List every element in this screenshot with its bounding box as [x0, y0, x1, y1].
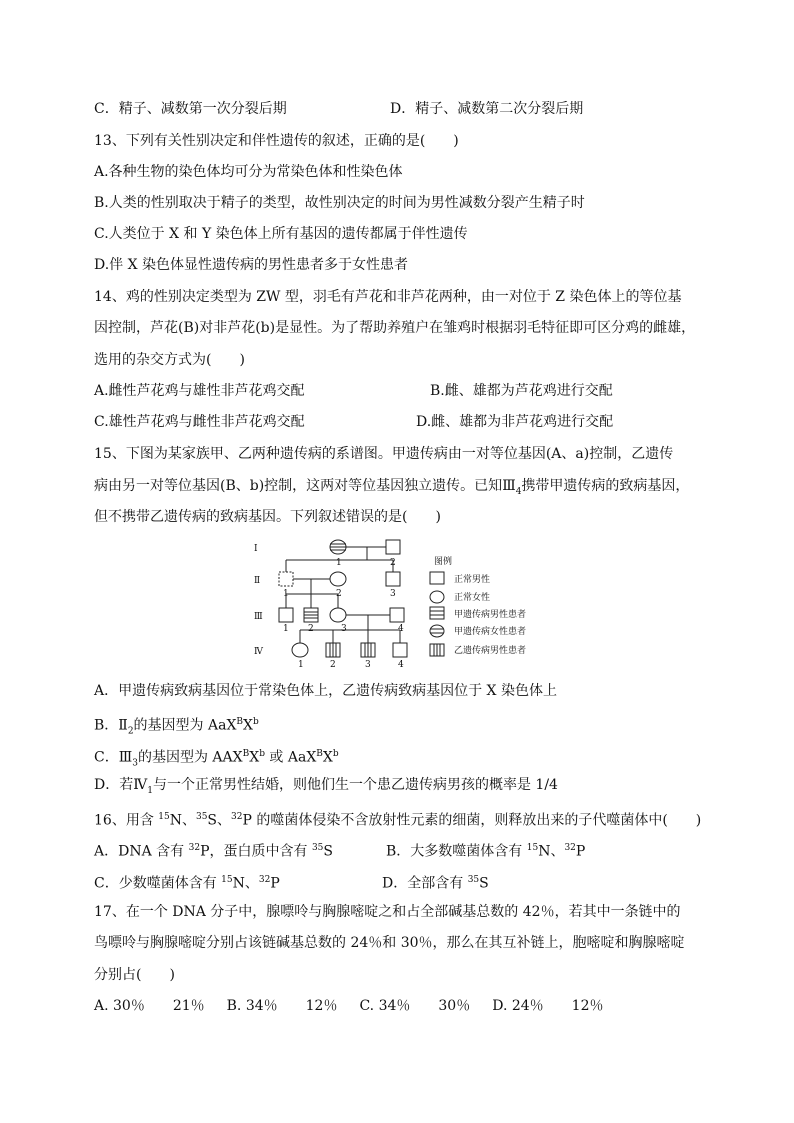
q14-option-b: B.雌、雄都为芦花鸡进行交配	[430, 383, 613, 399]
superscript: b	[259, 749, 265, 759]
superscript: b	[332, 749, 339, 759]
gen1-num-1: 1	[336, 558, 342, 568]
gen2-male-3	[386, 572, 400, 586]
option-text: N、	[538, 843, 565, 860]
q14-stem-line-3: 选用的杂交方式为( )	[94, 352, 245, 368]
q15-option-a: A．甲遗传病致病基因位于常染色体上，乙遗传病致病基因位于 X 染色体上	[94, 683, 557, 699]
subscript: 1	[147, 785, 153, 796]
superscript: 15	[526, 843, 539, 853]
q16-option-c	[94, 870, 280, 894]
superscript: b	[253, 717, 259, 727]
gen1-num-2: 2	[390, 558, 396, 568]
option-text: A．DNA 含有	[94, 843, 189, 860]
option-label: B．	[94, 717, 119, 734]
q15-option-c	[94, 744, 339, 773]
gen3-male-4	[390, 608, 404, 622]
q17-options	[94, 996, 603, 1016]
option-label: C．	[94, 749, 119, 766]
gen4-num-3: 3	[365, 660, 371, 670]
q16-option-d	[382, 870, 489, 894]
superscript: B	[236, 717, 244, 727]
legend-normal-female: 正常女性	[454, 593, 491, 603]
gen-label-2: Ⅱ	[254, 576, 261, 586]
q16-option-a	[94, 838, 333, 862]
superscript: 15	[158, 812, 170, 822]
gen3-num-2: 2	[308, 624, 314, 634]
q14-option-d: D.雌、雄都为非芦花鸡进行交配	[416, 414, 614, 430]
q12-option-c: C．精子、减数第一次分裂后期	[94, 101, 287, 117]
q17-stem-line-1: 17、在一个 DNA 分子中，腺嘌呤与胸腺嘧啶之和占全部碱基总数的 42％，若其中一条链中的	[94, 904, 681, 920]
gen2-female-2	[330, 572, 346, 586]
gen1-male-2	[386, 540, 400, 554]
option-text: P	[575, 843, 586, 860]
q14-stem-line-2: 因控制，芦花(B)对非芦花(b)是显性。为了帮助养殖户在雏鸡时根据羽毛特征即可区分鸡的雌雄，	[94, 320, 696, 336]
option-label: D．若	[94, 777, 134, 793]
gen3-male-1	[279, 608, 293, 622]
roman-numeral: Ⅳ	[133, 777, 148, 793]
gen-label-4: Ⅳ	[254, 647, 263, 657]
q12-option-d: D．精子、减数第二次分裂后期	[390, 101, 584, 117]
option-text: C．少数噬菌体含有	[94, 875, 222, 892]
q13-option-b: B.人类的性别取决于精子的类型，故性别决定的时间为男性减数分裂产生精子时	[94, 195, 585, 211]
option-text: D．全部含有	[382, 875, 468, 892]
superscript: B	[242, 749, 250, 759]
q14-option-c: C.雄性芦花鸡与雌性非芦花鸡交配	[94, 414, 305, 430]
q15-stem-line-1: 15、下图为某家族甲、乙两种遗传病的系谱图。甲遗传病由一对等位基因(A、a)控制，乙遗传	[94, 446, 674, 462]
roman-numeral: Ⅲ	[502, 478, 516, 494]
q17-option-b: B. 34％ 12％	[226, 998, 338, 1014]
gen3-num-3: 3	[341, 624, 347, 634]
superscript: 32	[564, 843, 576, 853]
option-text: S	[479, 875, 489, 892]
legend-disease-b-male: 乙遗传病男性患者	[454, 646, 527, 656]
gen4-male-4	[393, 643, 407, 657]
legend-normal-male-icon	[430, 572, 444, 584]
gen-label-1: Ⅰ	[254, 544, 258, 554]
superscript: 35	[311, 843, 324, 853]
genotype-text: X	[243, 717, 254, 734]
q16-stem	[94, 807, 701, 831]
q15-option-d	[94, 775, 558, 801]
genotype-text: X	[249, 749, 260, 766]
q17-option-c: C. 34％ 30％	[359, 998, 471, 1014]
q14-stem-line-1: 14、鸡的性别决定类型为 ZW 型，羽毛有芦花和非芦花两种，由一对位于 Z 染色体上的等位基	[94, 289, 682, 305]
superscript: 32	[258, 875, 271, 885]
option-text: B．大多数噬菌体含有	[386, 843, 527, 860]
gen2-num-2: 2	[336, 589, 342, 599]
genotype-text: 或 AaX	[264, 749, 317, 766]
subscript: 3	[132, 758, 138, 769]
legend-title: 图例	[434, 557, 453, 567]
gen3-num-4: 4	[398, 624, 404, 634]
legend-disease-a-female: 甲遗传病女性患者	[454, 627, 527, 637]
legend-disease-a-female-icon	[430, 625, 444, 637]
option-text: N、	[232, 875, 259, 892]
gen4-num-4: 4	[398, 660, 404, 670]
legend-disease-a-male-icon	[430, 607, 444, 619]
superscript: 35	[467, 875, 480, 885]
roman-numeral: Ⅱ	[118, 717, 128, 734]
q17-stem-line-3: 分别占( )	[94, 967, 175, 983]
q15-stem-line-2-tail: 携带甲遗传病的致病基因，	[521, 478, 690, 494]
gen2-num-3: 3	[390, 589, 396, 599]
q13-stem: 13、下列有关性别决定和伴性遗传的叙述，正确的是( )	[94, 133, 459, 149]
subscript: 2	[127, 726, 134, 737]
genotype-text: 的基因型为 AaX	[133, 717, 237, 734]
legend-normal-female-icon	[430, 591, 444, 603]
superscript: 32	[188, 843, 201, 853]
superscript: 32	[231, 812, 243, 822]
option-text: P，蛋白质中含有	[200, 843, 312, 860]
q13-option-a: A.各种生物的染色体均可分为常染色体和性染色体	[94, 164, 403, 180]
q16-text: 16、用含	[94, 812, 159, 829]
gen3-num-1: 1	[283, 624, 289, 634]
superscript: 35	[195, 812, 208, 822]
gen4-female-1	[292, 643, 308, 657]
q15-stem-line-2-text: 病由另一对等位基因(B、b)控制，这两对等位基因独立遗传。已知	[94, 478, 503, 494]
gen3-female-3	[330, 608, 346, 622]
genotype-text: 的基因型为 AAX	[137, 749, 243, 766]
q13-option-c: C.人类位于 X 和 Y 染色体上所有基因的遗传都属于伴性遗传	[94, 226, 468, 242]
q16-option-b	[386, 838, 585, 862]
q15-stem-line-3: 但不携带乙遗传病的致病基因。下列叙述错误的是( )	[94, 509, 441, 525]
q17-option-d: D. 24％ 12％	[492, 998, 604, 1014]
pedigree-chart	[250, 538, 550, 670]
gen4-num-2: 2	[330, 660, 336, 670]
roman-numeral: Ⅲ	[118, 749, 133, 766]
superscript: 15	[221, 875, 233, 885]
q16-text: P 的噬菌体侵染不含放射性元素的细菌，则释放出来的子代噬菌体中( )	[242, 812, 702, 829]
gen-label-3: Ⅲ	[254, 612, 263, 622]
q14-option-a: A.雌性芦花鸡与雄性非芦花鸡交配	[94, 383, 305, 399]
subscript: 4	[515, 486, 522, 497]
q16-text: S、	[207, 812, 232, 829]
gen4-num-1: 1	[298, 660, 304, 670]
q15-option-b	[94, 712, 259, 741]
q15-stem-line-2	[94, 476, 689, 502]
option-text: S	[323, 843, 333, 860]
q16-text: N、	[169, 812, 196, 829]
q13-option-d: D.伴 X 染色体显性遗传病的男性患者多于女性患者	[94, 257, 409, 273]
q17-stem-line-2: 鸟嘌呤与胸腺嘧啶分别占该链碱基总数的 24％和 30％，那么在其互补链上，胞嘧啶和胸腺嘧啶	[94, 935, 685, 951]
legend-disease-a-male: 甲遗传病男性患者	[454, 610, 527, 620]
superscript: B	[316, 749, 323, 759]
legend-normal-male: 正常男性	[454, 575, 491, 585]
gen2-num-1: 1	[283, 589, 289, 599]
option-text: 与一个正常男性结婚，则他们生一个患乙遗传病男孩的概率是 1/4	[152, 777, 558, 793]
genotype-text: X	[322, 749, 333, 766]
q17-option-a: A. 30％ 21％	[94, 998, 205, 1014]
gen2-male-1	[279, 572, 293, 586]
option-text: P	[270, 875, 280, 892]
